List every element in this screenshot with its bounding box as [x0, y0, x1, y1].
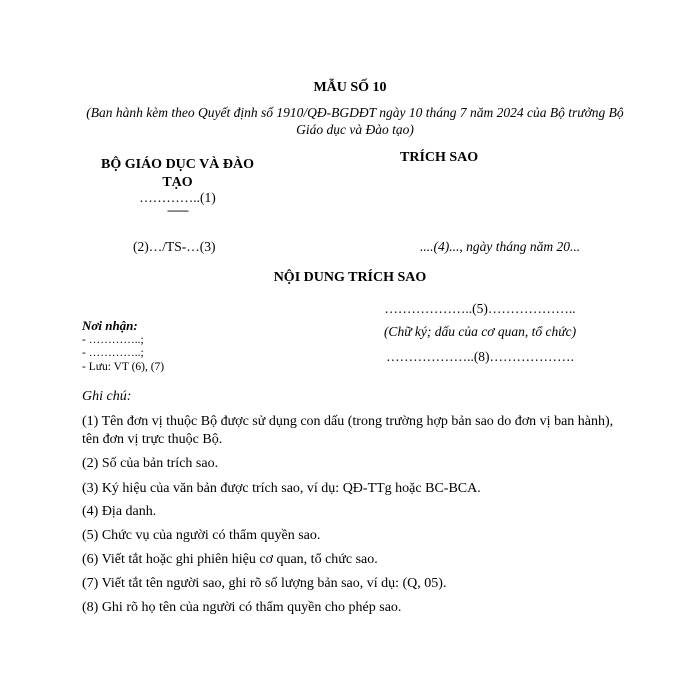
- note-item: (4) Địa danh.: [82, 504, 157, 519]
- note-item: (3) Ký hiệu của văn bản được trích sao, ví dụ: QĐ-TTg hoặc BC-BCA.: [82, 481, 481, 496]
- date-line: ....(4)..., ngày tháng năm 20...: [420, 239, 581, 254]
- notes-label: Ghi chú:: [82, 389, 132, 404]
- recipient-item: - …………..;: [82, 347, 144, 359]
- recipient-item: - Lưu: VT (6), (7): [82, 361, 165, 373]
- agency-name: BỘ GIÁO DỤC VÀ ĐÀO TẠO: [101, 157, 254, 190]
- document-type: TRÍCH SAO: [400, 150, 479, 165]
- form-title: MẪU SỐ 10: [313, 80, 387, 95]
- signature-caption: (Chữ ký; dấu của cơ quan, tổ chức): [383, 324, 577, 339]
- signature-name-line: ………………..(8)……………….: [386, 349, 574, 364]
- note-item: (6) Viết tắt hoặc ghi phiên hiệu cơ quan, tổ chức sao.: [82, 552, 378, 567]
- note-item: (5) Chức vụ của người có thẩm quyền sao.: [82, 528, 321, 543]
- form-subtitle: (Ban hành kèm theo Quyết định số 1910/QĐ-BGDĐT ngày 10 tháng 7 năm 2024 của Bộ trưởng Bộ Giáo dục và Đào tạo): [86, 105, 624, 137]
- document-number: (2)…/TS-…(3): [133, 239, 216, 254]
- unit-placeholder: …………..(1): [139, 190, 216, 205]
- note-item: (1) Tên đơn vị thuộc Bộ được sử dụng con dấu (trong trường hợp bản sao do đơn vị ban hành), tên đơn vị trực thuộc Bộ.: [82, 414, 614, 447]
- recipients-label: Nơi nhận:: [82, 318, 138, 333]
- note-item: (8) Ghi rõ họ tên của người có thẩm quyền cho phép sao.: [82, 600, 402, 615]
- signature-position-line: ………………..(5)………………..: [384, 301, 576, 316]
- header-separator: -------: [167, 203, 188, 217]
- content-heading: NỘI DUNG TRÍCH SAO: [273, 270, 427, 285]
- recipient-item: - …………..;: [82, 334, 144, 346]
- note-item: (7) Viết tắt tên người sao, ghi rõ số lượng bản sao, ví dụ: (Q, 05).: [82, 576, 447, 591]
- note-item: (2) Số của bản trích sao.: [82, 456, 219, 471]
